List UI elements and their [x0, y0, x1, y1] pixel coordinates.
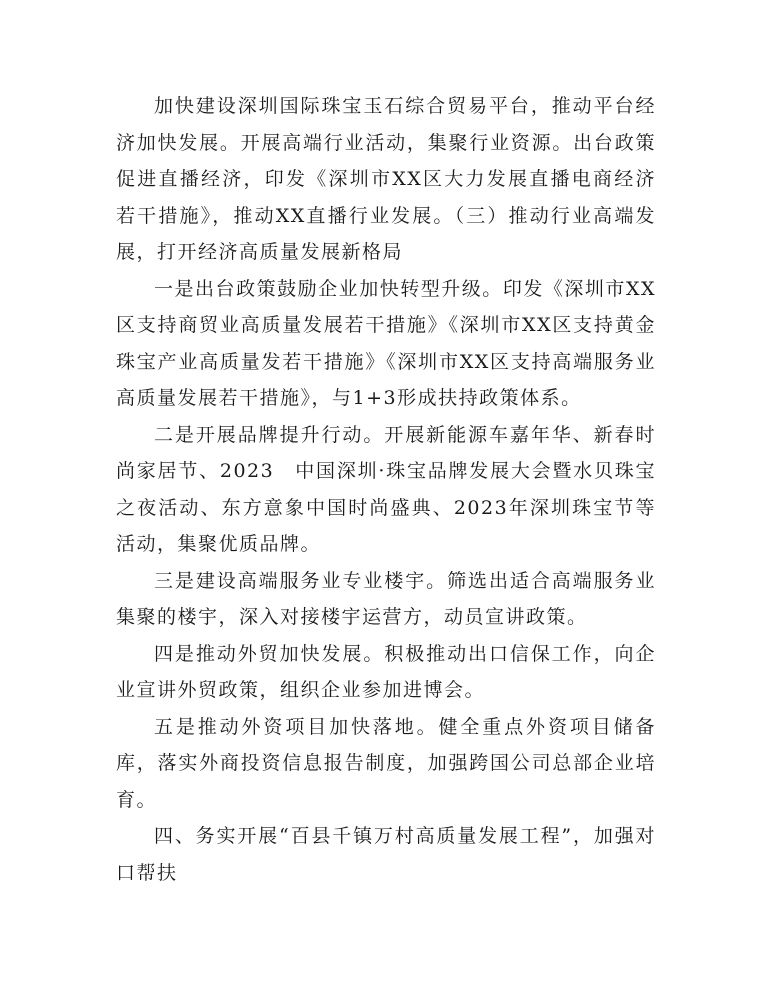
paragraph-service-buildings: 三是建设高端服务业专业楼宇。筛选出适合高端服务业集聚的楼宇，深入对接楼宇运营方，动员宣讲政策。: [116, 569, 656, 628]
document-body: [116, 88, 656, 891]
paragraph-brand-activities: 二是开展品牌提升行动。开展新能源车嘉年华、新春时尚家居节、2023 中国深圳·珠宝品牌发展大会暨水贝珠宝之夜活动、东方意象中国时尚盛典、2023年深圳珠宝节等活动，集聚优质品牌。: [116, 423, 656, 555]
paragraph-foreign-investment: 五是推动外资项目加快落地。健全重点外资项目储备库，落实外商投资信息报告制度，加强跨国公司总部企业培育。: [116, 715, 656, 811]
paragraph-trade-platform: 加快建设深圳国际珠宝玉石综合贸易平台，推动平台经济加快发展。开展高端行业活动，集聚行业资源。出台政策促进直播经济，印发《深圳市XX区大力发展直播电商经济若干措施》，推动XX直播行业发展。（三）推动行业高端发展，打开经济高质量发展新格局: [116, 95, 656, 263]
paragraph-policy-support: 一是出台政策鼓励企业加快转型升级。印发《深圳市XX区支持商贸业高质量发展若干措施》《深圳市XX区支持黄金珠宝产业高质量发若干措施》《深圳市XX区支持高端服务业高质量发展若干措施》，与1+3形成扶持政策体系。: [116, 277, 656, 409]
paragraph-section-four-heading: 四、务实开展“百县千镇万村高质量发展工程”，加强对口帮扶: [116, 825, 656, 884]
paragraph-foreign-trade: 四是推动外贸加快发展。积极推动出口信保工作，向企业宣讲外贸政策，组织企业参加进博会。: [116, 642, 656, 701]
